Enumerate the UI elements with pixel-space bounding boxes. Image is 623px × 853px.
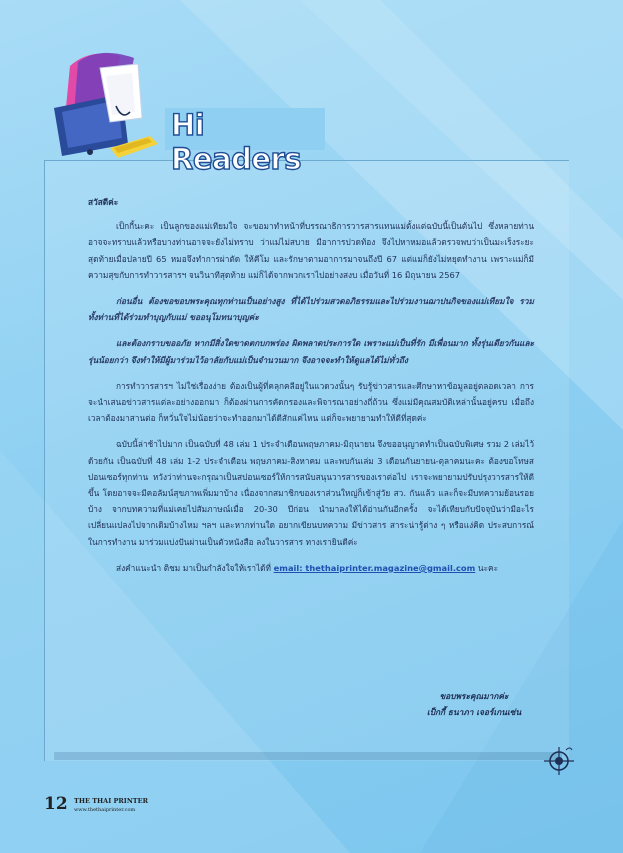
contact-text-end: นะคะ [477,562,499,573]
heading-block [165,108,325,176]
computer-illustration-icon [50,48,160,160]
page-title: Hi Readers [171,108,302,176]
crosshair-target-icon [544,744,576,776]
paragraph-1: เป็กกี้นะคะ เป็นลูกของแม่เทียมใจ จะขอมาทำหน้าที่บรรณาธิการวารสารแทนแม่ตั้งแต่ฉบับนี้เป็นต้นไป ซึ่งหลายท่านอาจจะทราบแล้วหรือบางท่านอาจจะยังไม่ทราบ ว่าแม่ไม่สบาย มีอาการปวดท้อง จึงไปหาหมอแล้วตรวจพบว่าเป็นมะเร็งระยะสุดท้ายเมื่อปลายปี 65 หมอจึงทำการผ่าตัด ให้คีโม และรักษาตามอาการมาจนถึงปี 67 แต่แม่ก็ยังไม่หยุดทำงาน เพราะแม่ก็มีความสุขกับการทำวารสารฯ จนวินาทีสุดท้าย แม่ก็ได้จากพวกเราไปอย่างสงบ เมื่อวันที่ 16 มิถุนายน 2567 [88,221,534,280]
signature-name: เป็กกี้ ธนาภา เจอร์เกนเซ่น [426,707,522,717]
paragraph-4: การทำวารสารฯ ไม่ใช่เรื่องง่าย ต้องเป็นผู้ที่คลุกคลีอยู่ในแวดวงนั้นๆ รับรู้ข่าวสารและศึกษาหาข้อมูลอยู่ตลอดเวลา การจะนำเสนอข่าวสารแต่ละอย่างออกมา ก็ต้องผ่านการคัดกรองและพิจารณาอย่างถี่ถ้วน ซึ่งแม่มีคุณสมบัติเหล่านั้นอยู่ครบ เมื่อถึงเวลาต้องมาสานต่อ ก็หวั่นใจไม่น้อยว่าจะทำออกมาได้ดีสักแค่ไหน แต่ก็จะพยายามทำให้ดีที่สุดค่ะ [88,380,534,424]
paragraph-3: และต้องกราบขออภัย หากมีสิ่งใดขาดตกบกพร่อง ผิดพลาดประการใด เพราะแม่เป็นที่รัก มีเพื่อนมาก ทั้งรุ่นเดียวกันและรุ่นน้อยกว่า จึงทำให้มีผู้มาร่วมไว้อาลัยกับแม่เป็นจำนวนมาก จึงอาจจะทำให้ดูแลได้ไม่ทั่วถึง [88,338,534,365]
signature [394,688,554,720]
panel-shadow [54,752,562,760]
page-number: 12 [44,794,68,814]
contact-text: ส่งคำแนะนำ ติชม มาเป็นกำลังใจให้เราได้ที่ [116,562,272,573]
publication-name: THE THAI PRINTER [74,797,148,805]
email-link[interactable]: email: thethaiprinter.magazine@gmail.com [273,562,476,573]
publication-url: www.thethaiprinter.com [74,807,136,813]
letter-body [88,194,534,586]
paragraph-5: ฉบับนี้ล่าช้าไปมาก เป็นฉบับที่ 48 เล่ม 1 ประจำเดือนพฤษภาคม-มิถุนายน จึงขออนุญาตทำเป็นฉบับพิเศษ รวม 2 เล่มไว้ด้วยกัน เป็นฉบับที่ 48 เล่ม 1-2 ประจำเดือน พฤษภาคม-สิงหาคม และพบกันเล่ม 3 เดือนกันยายน-ตุลาคมนะคะ ต้องขอโทษสปอนเซอร์ทุกท่าน หวังว่าท่านจะกรุณาเป็นสปอนเซอร์ให้การสนับสนุนวารสารของเราต่อไป เราจะพยายามปรับปรุงวารสารให้ดีขึ้น โดยอาจจะมีคอลัมน์สุขภาพเพิ่มมาบ้าง เนื่องจากสมาชิกของเราส่วนใหญ่ก็เข้าสู่วัย สว. กันแล้ว และก็จะมีบทความย้อนรอยบ้าง จากบทความที่แม่เคยไปสัมภาษณ์เมื่อ 20-30 ปีก่อน นำมาลงให้ได้อ่านกันอีกครั้ง จะได้เทียบกับปัจจุบันว่ามีอะไรเปลี่ยนแปลงไปจากเดิมบ้างไหม ฯลฯ และหากท่านใด อยากเขียนบทความ มีข่าวสาร สาระน่ารู้ต่าง ๆ หรือแง่คิด ประสบการณ์ในการทำงาน มาร่วมแบ่งปันผ่านเป็นตัวหนังสือ ลงในวารสาร ทางเรายินดีค่ะ [88,439,534,547]
greeting: สวัสดีค่ะ [88,197,119,207]
paragraph-2: ก่อนอื่น ต้องขอขอบพระคุณทุกท่านเป็นอย่างสูง ที่ได้ไปร่วมสวดอภิธรรมและไปร่วมงานฌาปนกิจของแม่เทียมใจ รวมทั้งท่านที่ได้ร่วมทำบุญกับแม่ ขออนุโมทนาบุญค่ะ [88,296,534,323]
paragraph-6 [88,560,534,576]
signature-thanks: ขอบพระคุณมากค่ะ [439,691,509,701]
